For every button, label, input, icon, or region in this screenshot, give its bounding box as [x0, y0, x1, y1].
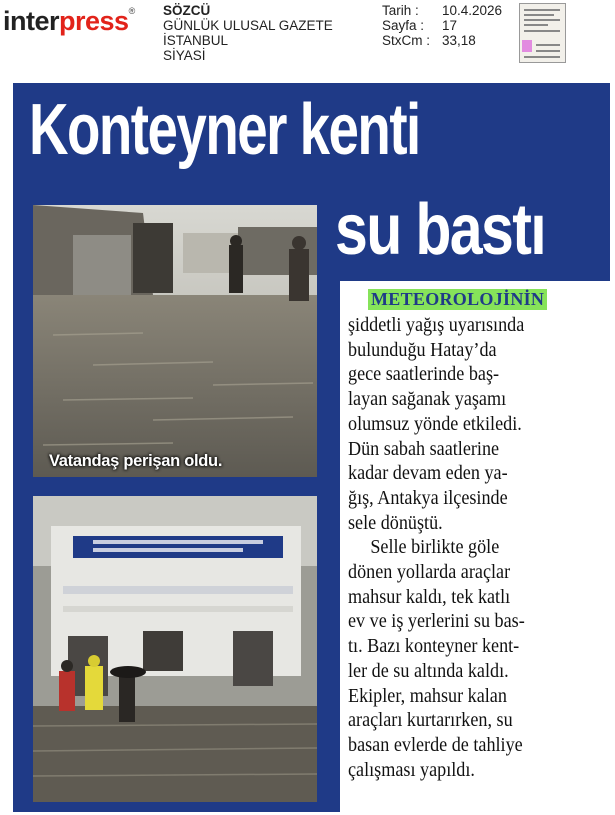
page-thumbnail[interactable]: [519, 3, 566, 63]
meta-key: Tarih :: [382, 3, 419, 18]
logo-accent-text: press: [59, 6, 129, 36]
container-city-illustration: [33, 496, 317, 802]
headline-line-2: su bastı: [335, 190, 545, 270]
meta-value: 10.4.2026: [442, 3, 503, 18]
article-line: kadar devam eden ya-: [348, 463, 508, 485]
meta-row-page: [382, 18, 502, 33]
meta-row-date: [382, 3, 502, 18]
flooded-container-city-photo: [33, 496, 317, 802]
meta-key: Sayfa :: [382, 18, 425, 33]
article-line: Dün sabah saatlerine: [348, 438, 500, 460]
flooded-street-illustration: [33, 205, 317, 477]
article-line: tı. Bazı konteyner kent-: [348, 636, 520, 658]
article-line: araçları kurtarırken, su: [348, 710, 513, 732]
article-line: basan evlerde de tahliye: [348, 734, 523, 756]
article-line: bulunduğu Hatay’da: [348, 339, 497, 361]
clipping-header: [0, 0, 615, 80]
article-body: [348, 314, 606, 783]
article-line: ler de su altında kaldı.: [348, 660, 509, 682]
meta-value: 33,18: [442, 33, 476, 48]
article-line: ev ve iş yerlerini su bas-: [348, 611, 525, 633]
clipping-meta: [382, 3, 502, 48]
meta-row-size: [382, 33, 502, 48]
publication-type: GÜNLÜK ULUSAL GAZETE: [163, 18, 333, 33]
flooded-street-photo: [33, 205, 317, 477]
publication-section: SİYASİ: [163, 48, 206, 63]
article-line: gece saatlerinde baş-: [348, 364, 500, 386]
publication-city: İSTANBUL: [163, 33, 229, 48]
publication-info: [163, 3, 333, 63]
interpress-logo: [3, 6, 135, 37]
lead-word-highlight: METEOROLOJİNİN: [368, 289, 547, 310]
article-line: çalışması yapıldı.: [348, 759, 475, 781]
article-line: dönen yollarda araçlar: [348, 562, 511, 584]
article-text-box: [340, 281, 610, 812]
article-line: mahsur kaldı, tek katlı: [348, 586, 511, 608]
article-line: layan sağanak yaşamı: [348, 389, 507, 411]
logo-text: inter: [3, 6, 60, 36]
meta-key: StxCm :: [382, 33, 431, 48]
article-line: olumsuz yönde etkiledi.: [348, 413, 522, 435]
registered-mark: ®: [128, 6, 135, 16]
photo-caption: Vatandaş perişan oldu.: [49, 452, 223, 470]
news-article: [13, 83, 610, 812]
headline-line-1: Konteyner kenti: [29, 90, 420, 170]
article-line: sele dönüştü.: [348, 512, 443, 534]
publication-name: SÖZCÜ: [163, 3, 211, 18]
meta-value: 17: [442, 18, 458, 33]
article-line: şiddetli yağış uyarısında: [348, 315, 525, 336]
article-line: ğış, Antakya ilçesinde: [348, 487, 508, 509]
article-line: Selle birlikte göle: [370, 537, 500, 559]
article-line: Ekipler, mahsur kalan: [348, 685, 507, 707]
